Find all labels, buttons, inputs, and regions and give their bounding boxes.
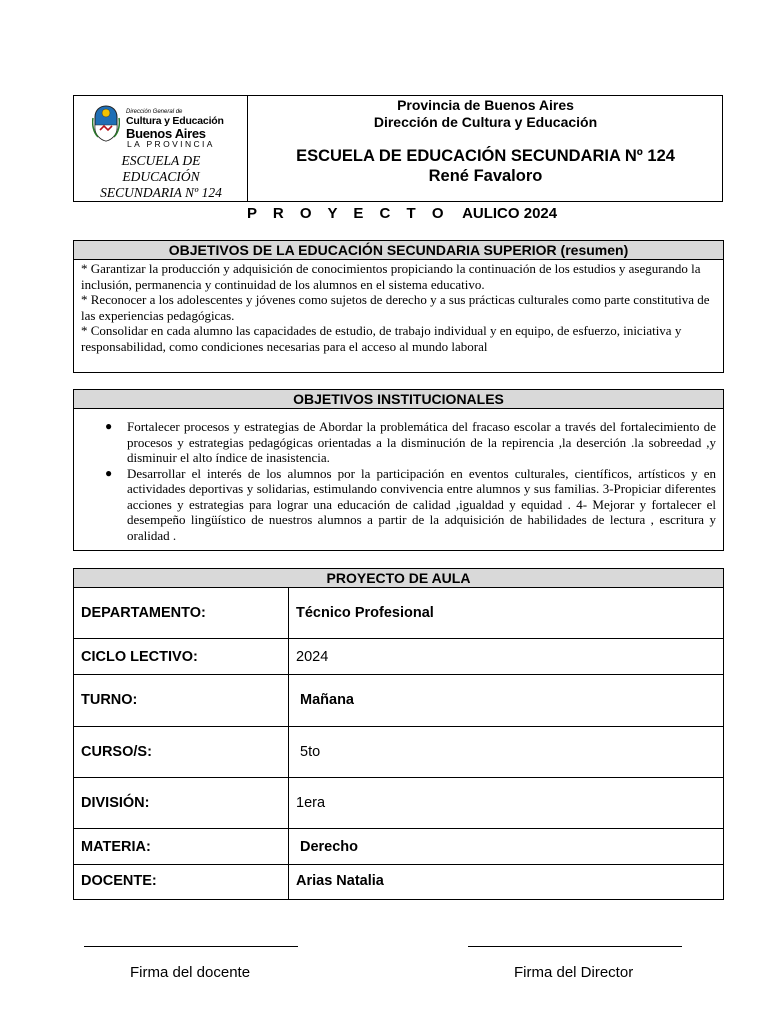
school-name-small: [74, 153, 248, 201]
institutional-objectives-content: [74, 409, 723, 543]
coat-of-arms-icon: [92, 104, 120, 142]
secondary-objectives-box: [73, 240, 724, 373]
table-row: [74, 639, 723, 675]
project-table-heading: PROYECTO DE AULA: [74, 569, 723, 588]
table-row: [74, 675, 723, 727]
secondary-objective-item: * Consolidar en cada alumno las capacidades de estudio, de trabajo individual y en equipo, de esfuerzo, iniciativa y responsabilidad, como condiciones necesarias para el acceso al mundo laboral: [81, 323, 682, 354]
row-key-docente: DOCENTE:: [81, 873, 157, 889]
school-title: ESCUELA DE EDUCACIÓN SECUNDARIA Nº 124: [296, 147, 675, 165]
school-small-line3: SECUNDARIA Nº 124: [100, 185, 222, 200]
project-title-spaced: P R O Y E C T O: [247, 205, 450, 222]
direction-name: Dirección de Cultura y Educación: [373, 114, 598, 130]
row-value-turno: Mañana: [300, 692, 354, 708]
bullet-icon: ●: [105, 465, 113, 480]
row-key-materia: MATERIA:: [81, 839, 151, 855]
logo-line4: LA PROVINCIA: [127, 139, 215, 149]
project-title-rest: AULICO 2024: [462, 205, 558, 222]
document-header: [73, 95, 723, 202]
institutional-objectives-heading: OBJETIVOS INSTITUCIONALES: [74, 390, 723, 409]
school-small-line2: EDUCACIÓN: [122, 169, 200, 184]
row-value-curso: 5to: [300, 744, 321, 760]
row-value-materia: Derecho: [300, 839, 359, 855]
table-row: [74, 588, 723, 639]
row-value-departamento: Técnico Profesional: [296, 605, 434, 621]
row-key-turno: TURNO:: [81, 692, 138, 708]
school-small-line1: ESCUELA DE: [121, 153, 201, 168]
row-key-division: DIVISIÓN:: [81, 795, 150, 811]
bullet-icon: ●: [105, 419, 113, 433]
row-key-curso: CURSO/S:: [81, 744, 152, 760]
secondary-objective-item: * Garantizar la producción y adquisición de conocimientos propiciando la continuación de los estudios y asegurando la inclusión, permanencia y continuidad de los alumnos en el sistema educativo.: [81, 261, 701, 292]
list-item-text: Fortalecer procesos y estrategias de Abordar la problemática del fracaso escolar a través del fortalecimiento de procesos y estrategias pedagógicas orientadas a la disminución de la repirencia ,la deserción .la sobreedad ,y disminuir el alto índice de inasistencia.: [127, 419, 716, 465]
list-item: [105, 419, 716, 466]
table-row: [74, 778, 723, 829]
secondary-objective-item: * Reconocer a los adolescentes y jóvenes como sujetos de derecho y a sus prácticas culturales como parte constitutiva de las experiencias pedagógicas.: [81, 292, 710, 323]
list-item-text: Desarrollar el interés de los alumnos por la participación en eventos culturales, científicos, artísticos y en actividades deportivas y solidarias, estimulando convivencia entre alumnos y sus familias. 3-Propiciar diferentes acciones y estrategias para lograr una educación de calidad ,igualdad y equidad . 4- Mejorar y fortalecer el desempeño lingüístico de nuestros alumnos a partir de la adquisición de habilidades de lectura , escritura y oralidad .: [127, 465, 716, 543]
institutional-objectives-box: [73, 389, 724, 551]
director-signature-line: [468, 946, 682, 947]
logo-line3: Buenos Aires: [126, 126, 206, 141]
institutional-objectives-list: [81, 419, 716, 543]
logo-line1: Dirección General de: [126, 109, 183, 115]
province-logo: [90, 104, 240, 148]
teacher-signature-line: [84, 946, 298, 947]
table-row: [74, 865, 723, 899]
table-row: [74, 727, 723, 778]
director-signature-label: Firma del Director: [514, 964, 634, 981]
list-item: [105, 465, 716, 544]
title-cell: [248, 96, 723, 201]
logo-line2: Cultura y Educación: [126, 115, 224, 127]
school-name: René Favaloro: [428, 167, 543, 185]
project-table: [73, 568, 724, 900]
secondary-objectives-heading: OBJETIVOS DE LA EDUCACIÓN SECUNDARIA SUPERIOR (resumen): [74, 241, 723, 260]
logo-cell: [74, 96, 248, 201]
row-key-departamento: DEPARTAMENTO:: [81, 605, 206, 621]
row-key-ciclo: CICLO LECTIVO:: [81, 649, 198, 665]
secondary-objectives-content: [74, 260, 723, 355]
row-value-division: 1era: [296, 795, 326, 811]
province-name: Provincia de Buenos Aires: [397, 97, 574, 113]
project-title: [247, 205, 557, 222]
table-row: [74, 829, 723, 865]
row-value-ciclo: 2024: [296, 649, 329, 665]
teacher-signature-label: Firma del docente: [130, 964, 251, 981]
row-value-docente: Arias Natalia: [296, 873, 384, 889]
